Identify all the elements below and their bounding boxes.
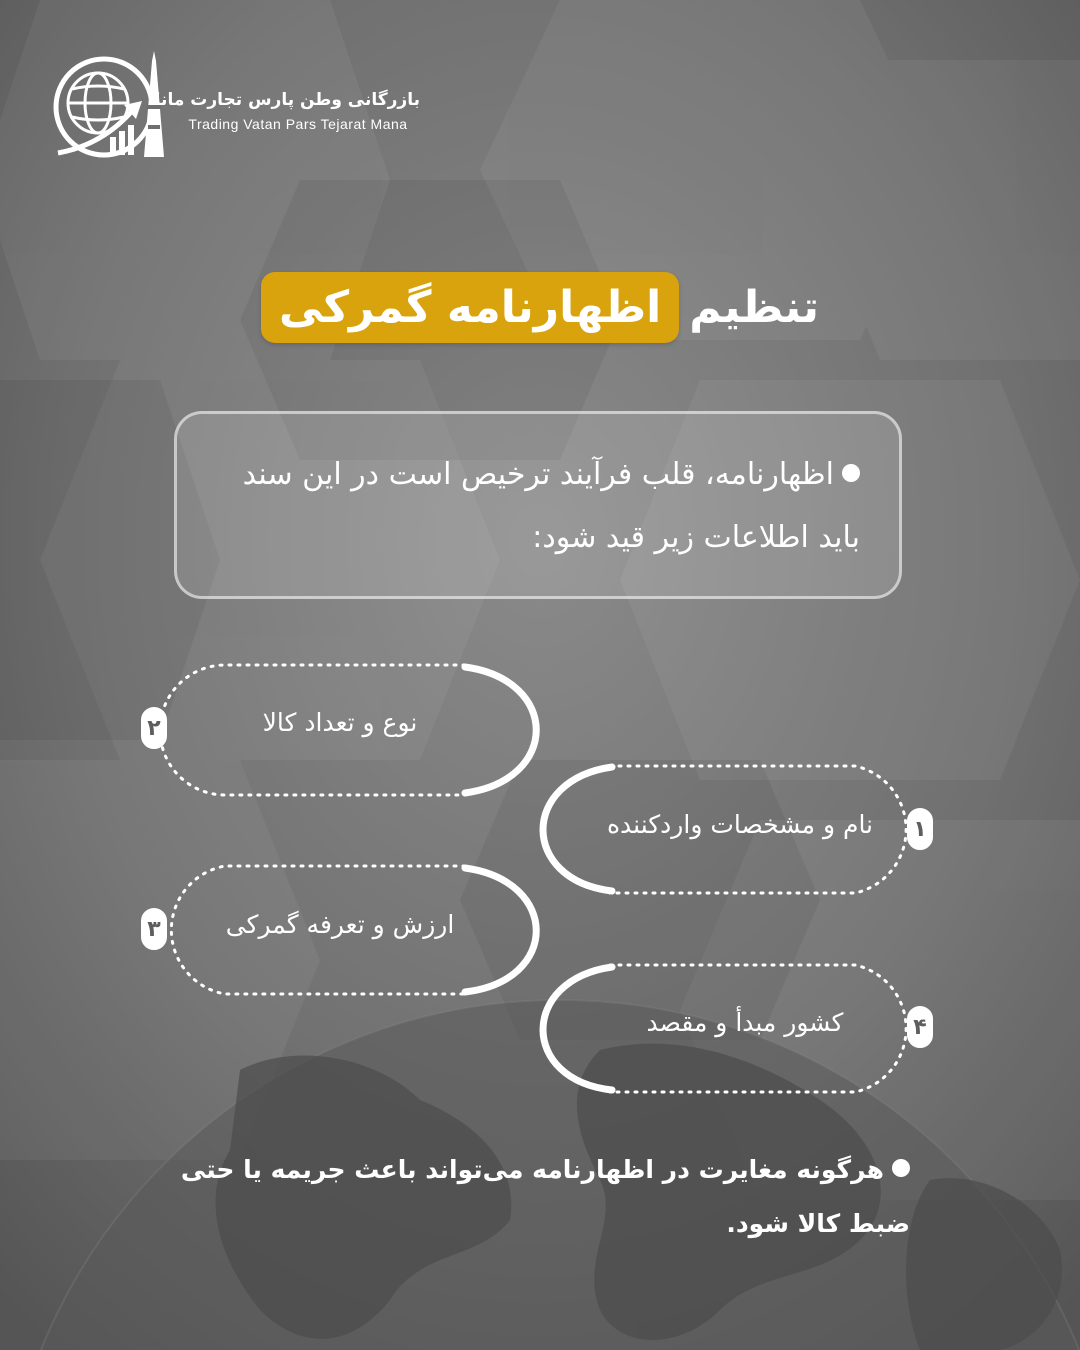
flow-item-3-number: ۳: [141, 908, 167, 950]
note-text: هرگونه مغایرت در اظهارنامه می‌تواند باعث جریمه یا حتی ضبط کالا شود.: [180, 1155, 910, 1238]
flow-item-1-number: ۱: [907, 808, 933, 850]
bullet-dot-icon: [842, 464, 860, 482]
intro-paragraph: [200, 443, 860, 569]
flow-item-2-label: نوع و تعداد کالا: [262, 708, 418, 737]
brand-name-persian: بازرگانی وطن پارس تجارت مانا: [154, 90, 420, 110]
intro-text: اظهارنامه، قلب فرآیند ترخیص است در این سند باید اطلاعات زیر قید شود:: [242, 457, 860, 555]
flow-item-4-number: ۴: [907, 1006, 933, 1048]
flow-item-1-label: نام و مشخصات واردکننده: [606, 810, 874, 839]
flow-item-4-label: کشور مبدأ و مقصد: [646, 1008, 844, 1037]
brand-name-english: Trading Vatan Pars Tejarat Mana: [188, 116, 408, 132]
title-plain-text: تنظیم: [689, 281, 820, 333]
bullet-dot-icon: [892, 1159, 910, 1177]
flow-item-2-number: ۲: [141, 707, 167, 749]
page-title: [0, 262, 1080, 352]
title-highlight-badge: اظهارنامه گمرکی: [261, 272, 679, 343]
flow-item-3-label: ارزش و تعرفه گمرکی: [225, 910, 455, 939]
warning-note: [160, 1143, 910, 1251]
